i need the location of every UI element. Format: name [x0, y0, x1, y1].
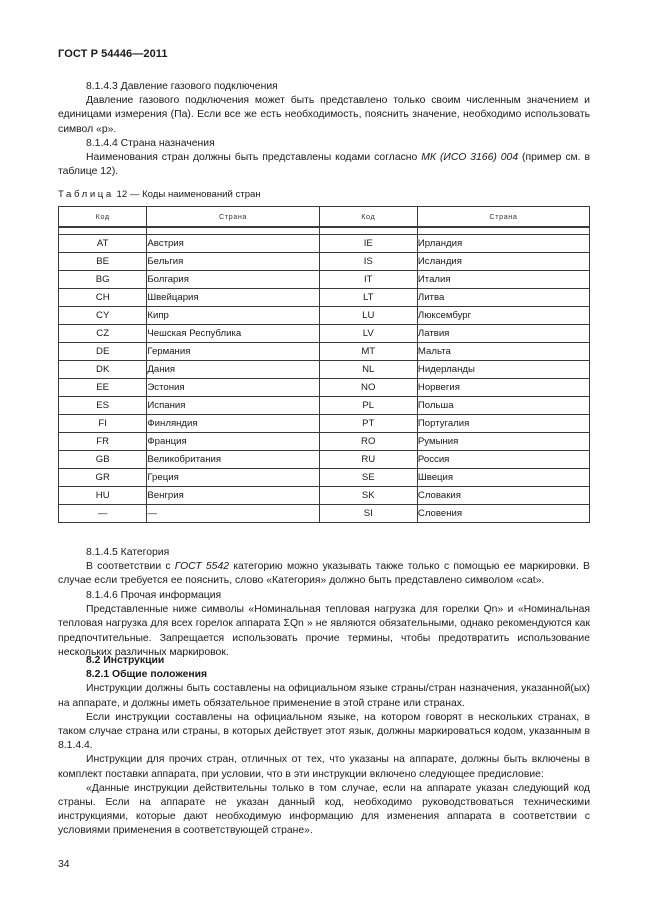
cell-code: ES: [59, 397, 147, 415]
standard-reference: ГОСТ 5542: [174, 561, 230, 573]
cell-country: Швейцария: [147, 289, 319, 307]
table-row: [59, 361, 590, 379]
cell-country: Дания: [147, 361, 319, 379]
subsection-title: 8.2.1 Общие положения: [86, 669, 208, 681]
cell-code: GR: [59, 469, 147, 487]
cell-code: AT: [59, 235, 147, 253]
cell-code: CH: [59, 289, 147, 307]
cell-code: IS: [319, 253, 417, 271]
table-row: [59, 415, 590, 433]
paragraph: Давление газового подключения может быть представлено только своим численным значением и единицами измерения (Па). Если все же есть необходимость, пояснить значение, необходимо использовать символ «p».: [58, 95, 590, 135]
column-header-code: Код: [59, 207, 147, 228]
standard-reference: МК (ИСО 3166) 004: [421, 152, 519, 164]
cell-code: EE: [59, 379, 147, 397]
cell-country: Словения: [417, 505, 589, 523]
section-title: 8.2 Инструкции: [86, 655, 165, 666]
cell-country: Испания: [147, 397, 319, 415]
table-row: [59, 235, 590, 253]
cell-code: NO: [319, 379, 417, 397]
section-title: 8.1.4.3 Давление газового подключения: [86, 81, 278, 92]
table-row: [59, 397, 590, 415]
table-row: [59, 469, 590, 487]
table-row: [59, 487, 590, 505]
section-title: 8.1.4.5 Категория: [86, 547, 170, 558]
cell-code: BE: [59, 253, 147, 271]
table-caption-label: Таблица: [58, 189, 114, 200]
cell-country: Люксембург: [417, 307, 589, 325]
section-8-1-4-4: [58, 137, 590, 180]
table-row: [59, 289, 590, 307]
table-row: [59, 271, 590, 289]
quoted-paragraph: «Данные инструкции действительны только в том случае, если на аппарате указан следующий код страны. Если на аппарате не указан данный код, необходимо руководствоваться техническими инструкциями, которые дают необходимую информацию для изменения аппарата в соответствии с условиями применения в соответствующей стране».: [58, 782, 590, 837]
column-header-code: Код: [319, 207, 417, 228]
table-row: [59, 379, 590, 397]
cell-code: PL: [319, 397, 417, 415]
cell-code: SK: [319, 487, 417, 505]
cell-country: Латвия: [417, 325, 589, 343]
table-row: [59, 307, 590, 325]
cell-country: Швеция: [417, 469, 589, 487]
column-header-country: Страна: [147, 207, 319, 228]
cell-country: Великобритания: [147, 451, 319, 469]
cell-code: BG: [59, 271, 147, 289]
cell-country: Болгария: [147, 271, 319, 289]
cell-code: SI: [319, 505, 417, 523]
cell-code: PT: [319, 415, 417, 433]
paragraph-text: Наименования стран должны быть представлены кодами согласно: [86, 152, 422, 164]
cell-country: Венгрия: [147, 487, 319, 505]
paragraph-text: В соответствии с: [86, 561, 175, 573]
column-header-country: Страна: [417, 207, 589, 228]
cell-code: RO: [319, 433, 417, 451]
cell-code: FR: [59, 433, 147, 451]
cell-country: Нидерланды: [417, 361, 589, 379]
paragraph: Представленные ниже символы «Номинальная тепловая нагрузка для горелки Qn» и «Номинальная тепловая нагрузка для всех горелок аппарата ΣQn » не являются обязательными, однако рекомендуются как предпочтительные. Запрещается использовать прочие термины, чтобы предотвратить использование нескольких различных маркировок.: [58, 604, 590, 658]
table-row: [59, 325, 590, 343]
paragraph: [58, 560, 590, 588]
section-8-1-4-6: [58, 589, 590, 660]
table-header-row: [59, 207, 590, 228]
table-row: [59, 451, 590, 469]
paragraph-text: категорию можно указывать также только с помощью ее маркировки. В случае если требуется ее пояснить, слово «Категория» должно быть представлено символом «cat».: [58, 561, 590, 587]
table-caption-text: 12 — Коды наименований стран: [113, 189, 261, 200]
section-title: 8.1.4.6 Прочая информация: [86, 590, 222, 601]
table-spacer-row: [59, 227, 590, 235]
table-row: [59, 343, 590, 361]
country-codes-table: [58, 206, 590, 523]
table-caption: [58, 188, 261, 202]
cell-country: Исландия: [417, 253, 589, 271]
paragraph: [58, 151, 590, 179]
section-title: 8.1.4.4 Страна назначения: [86, 138, 215, 149]
cell-country: Финляндия: [147, 415, 319, 433]
cell-country: —: [147, 505, 319, 523]
table-row: [59, 433, 590, 451]
cell-code: HU: [59, 487, 147, 505]
cell-country: Литва: [417, 289, 589, 307]
cell-country: Норвегия: [417, 379, 589, 397]
table-row: [59, 505, 590, 523]
document-header: ГОСТ Р 54446—2011: [58, 48, 168, 60]
cell-country: Бельгия: [147, 253, 319, 271]
cell-code: DE: [59, 343, 147, 361]
cell-country: Мальта: [417, 343, 589, 361]
cell-code: LU: [319, 307, 417, 325]
section-8-1-4-3: [58, 80, 590, 137]
cell-code: LT: [319, 289, 417, 307]
cell-code: LV: [319, 325, 417, 343]
cell-code: DK: [59, 361, 147, 379]
table-row: [59, 253, 590, 271]
cell-code: FI: [59, 415, 147, 433]
cell-country: Польша: [417, 397, 589, 415]
cell-code: GB: [59, 451, 147, 469]
cell-country: Франция: [147, 433, 319, 451]
paragraph: Инструкции должны быть составлены на официальном языке страны/стран назначения, указанной(ых) на аппарате, и должны иметь обязательное применение в этой стране или странах.: [58, 683, 590, 709]
cell-code: IT: [319, 271, 417, 289]
cell-code: SE: [319, 469, 417, 487]
paragraph: Инструкции для прочих стран, отличных от тех, что указаны на аппарате, должны быть включены в комплект поставки аппарата, при условии, что в эти инструкции включено следующее предисловие:: [58, 754, 590, 780]
paragraph: Если инструкции составлены на официальном языке, на котором говорят в нескольких странах, в таком случае страна или страны, в которых действует этот язык, должны маркироваться кодом, указанным в 8.1.4.4.: [58, 711, 590, 752]
cell-code: —: [59, 505, 147, 523]
cell-code: CZ: [59, 325, 147, 343]
section-8-2: [58, 654, 590, 839]
cell-country: Кипр: [147, 307, 319, 325]
cell-country: Германия: [147, 343, 319, 361]
cell-country: Россия: [417, 451, 589, 469]
cell-country: Чешская Республика: [147, 325, 319, 343]
paragraph-text: (пример см. в таблице 12).: [58, 152, 591, 178]
cell-code: NL: [319, 361, 417, 379]
table-body: [59, 227, 590, 523]
cell-code: CY: [59, 307, 147, 325]
cell-country: Греция: [147, 469, 319, 487]
cell-country: Эстония: [147, 379, 319, 397]
cell-country: Ирландия: [417, 235, 589, 253]
cell-country: Румыния: [417, 433, 589, 451]
section-8-1-4-5: [58, 546, 590, 589]
cell-country: Австрия: [147, 235, 319, 253]
cell-code: RU: [319, 451, 417, 469]
cell-code: IE: [319, 235, 417, 253]
cell-country: Португалия: [417, 415, 589, 433]
cell-code: MT: [319, 343, 417, 361]
cell-country: Италия: [417, 271, 589, 289]
cell-country: Словакия: [417, 487, 589, 505]
page-number: 34: [58, 859, 70, 870]
